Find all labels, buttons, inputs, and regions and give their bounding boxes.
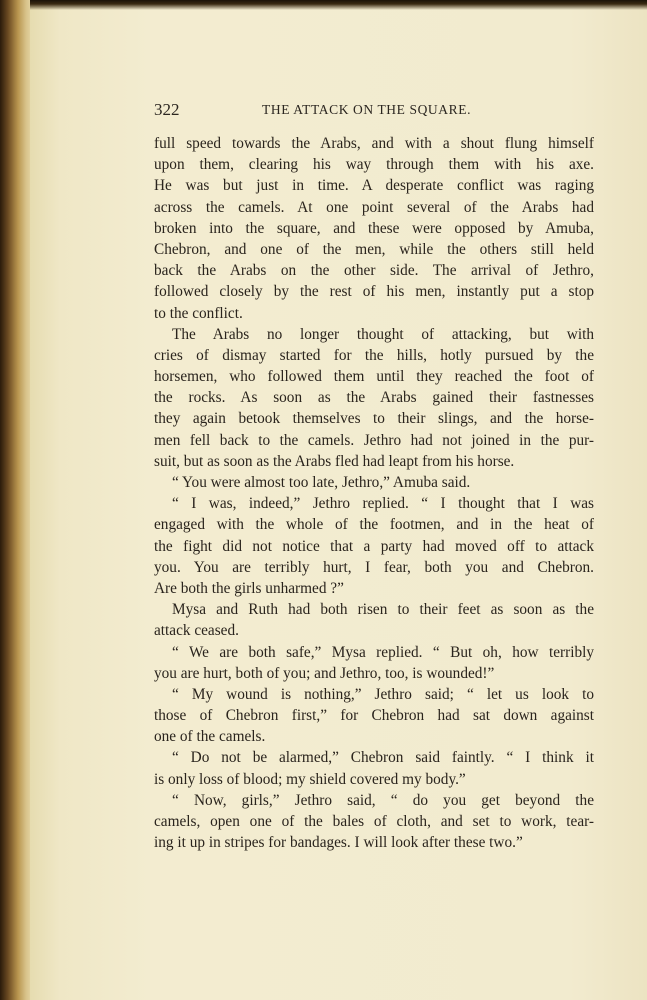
page-header [154, 100, 594, 124]
text-line: Mysa and Ruth had both risen to their feet as soon as the [172, 601, 594, 619]
text-line: horsemen, who followed them until they reached the foot of [154, 368, 594, 386]
text-line: across the camels. At one point several of the Arabs had [154, 198, 594, 216]
text-line: to the conflict. [154, 304, 243, 322]
page-number: 322 [154, 100, 180, 119]
text-line: “ You were almost too late, Jethro,” Amuba said. [172, 474, 471, 491]
running-head: THE ATTACK ON THE SQUARE. [262, 102, 472, 117]
text-line: Chebron, and one of the men, while the others still held [154, 240, 594, 258]
text-line: back the Arabs on the other side. The arrival of Jethro, [154, 262, 594, 280]
text-line: men fell back to the camels. Jethro had not joined in the pur- [154, 431, 594, 449]
text-line: broken into the square, and these were opposed by Amuba, [154, 219, 594, 237]
text-line: attack ceased. [154, 622, 239, 640]
text-line: Are both the girls unharmed ?” [154, 579, 344, 597]
text-line: engaged with the whole of the footmen, and in the heat of [154, 516, 594, 534]
text-line: upon them, clearing his way through them with his axe. [154, 156, 594, 174]
text-line: He was but just in time. A desperate conflict was raging [154, 177, 594, 195]
text-line: followed closely by the rest of his men, instantly put a stop [154, 283, 594, 301]
text-line: you are hurt, both of you; and Jethro, too, is wounded!” [154, 664, 495, 682]
text-line: “ I was, indeed,” Jethro replied. “ I thought that I was [172, 495, 594, 513]
text-line: “ We are both safe,” Mysa replied. “ But oh, how terribly [172, 643, 594, 661]
text-line: you. You are terribly hurt, I fear, both you and Chebron. [154, 558, 594, 576]
text-line: The Arabs no longer thought of attacking, but with [172, 325, 594, 343]
text-line: full speed towards the Arabs, and with a shout flung himself [154, 135, 594, 152]
text-line: cries of dismay started for the hills, hotly pursued by the [154, 346, 594, 364]
text-line: they again betook themselves to their slings, and the horse- [154, 410, 594, 428]
body-text [154, 133, 594, 853]
text-line: is only loss of blood; my shield covered my body.” [154, 770, 466, 788]
text-line: “ My wound is nothing,” Jethro said; “ let us look to [172, 685, 594, 703]
text-line: camels, open one of the bales of cloth, and set to work, tear- [154, 813, 594, 830]
text-line: “ Do not be alarmed,” Chebron said faintly. “ I think it [172, 749, 594, 767]
page-top-shadow [30, 0, 647, 10]
text-line: suit, but as soon as the Arabs fled had leapt from his horse. [154, 452, 515, 470]
text-line: the fight did not notice that a party had moved off to attack [154, 537, 594, 555]
text-line: one of the camels. [154, 728, 266, 746]
text-line: the rocks. As soon as the Arabs gained their fastnesses [154, 389, 594, 407]
book-spine-edge [0, 0, 34, 1000]
text-line: ing it up in stripes for bandages. I will look after these two.” [154, 834, 523, 852]
text-line: those of Chebron first,” for Chebron had sat down against [154, 707, 594, 725]
text-line: “ Now, girls,” Jethro said, “ do you get beyond the [172, 791, 594, 809]
